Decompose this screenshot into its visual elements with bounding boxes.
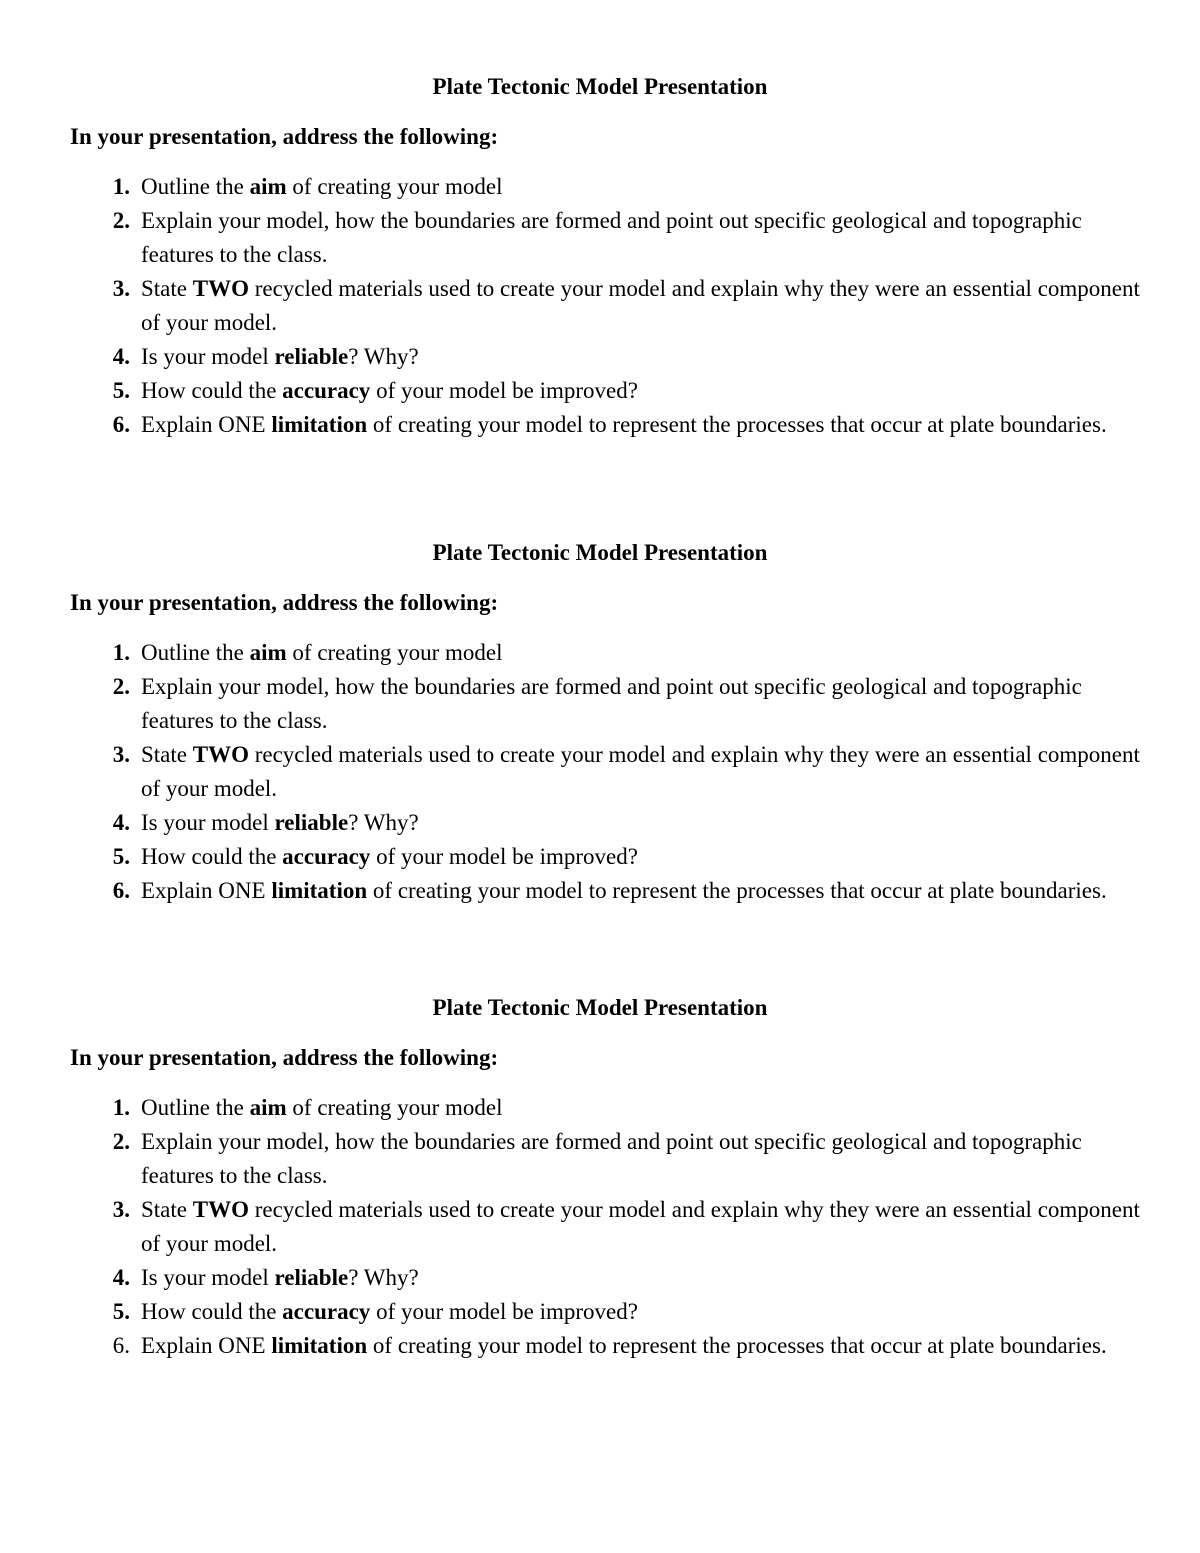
question-text: How could the accuracy of your model be improved? [141, 1299, 638, 1324]
question-text: Explain ONE limitation of creating your model to represent the processes that occur at plate boundaries. [141, 878, 1107, 903]
question-item [70, 636, 1140, 670]
question-text: Explain your model, how the boundaries are formed and point out specific geological and topographic features to the class. [141, 1129, 1082, 1188]
section-title: Plate Tectonic Model Presentation [432, 995, 768, 1020]
question-item [70, 1125, 1140, 1193]
question-number: 3. [112, 742, 130, 767]
question-text: Is your model reliable? Why? [141, 344, 419, 369]
question-number: 5. [112, 378, 130, 403]
question-item [70, 170, 1140, 204]
question-number: 5. [112, 844, 130, 869]
presentation-section-1 [0, 70, 1200, 437]
question-item [70, 840, 1140, 874]
question-item [70, 874, 1140, 908]
section-title: Plate Tectonic Model Presentation [432, 74, 768, 99]
question-number: 2. [112, 674, 130, 699]
question-item [70, 272, 1140, 340]
question-text: How could the accuracy of your model be improved? [141, 378, 638, 403]
question-text: Outline the aim of creating your model [141, 640, 503, 665]
question-number: 6. [112, 1333, 130, 1358]
presentation-section-3 [0, 991, 1200, 1358]
section-title: Plate Tectonic Model Presentation [432, 540, 768, 565]
question-number: 2. [112, 1129, 130, 1154]
question-text: Explain ONE limitation of creating your model to represent the processes that occur at plate boundaries. [141, 412, 1107, 437]
question-item [70, 1329, 1140, 1363]
question-item [70, 1295, 1140, 1329]
question-list [70, 636, 1140, 908]
question-item [70, 738, 1140, 806]
question-number: 1. [112, 174, 130, 199]
question-number: 6. [112, 878, 130, 903]
question-number: 2. [112, 208, 130, 233]
question-list [70, 170, 1140, 442]
question-item [70, 1091, 1140, 1125]
question-item [70, 340, 1140, 374]
question-text: Is your model reliable? Why? [141, 810, 419, 835]
question-text: How could the accuracy of your model be improved? [141, 844, 638, 869]
question-text: Is your model reliable? Why? [141, 1265, 419, 1290]
question-text: State TWO recycled materials used to create your model and explain why they were an essential component of your model. [141, 276, 1140, 335]
question-item [70, 204, 1140, 272]
question-item [70, 374, 1140, 408]
question-text: State TWO recycled materials used to create your model and explain why they were an essential component of your model. [141, 742, 1140, 801]
question-number: 4. [112, 344, 130, 369]
question-text: Outline the aim of creating your model [141, 1095, 503, 1120]
question-text: Explain ONE limitation of creating your model to represent the processes that occur at plate boundaries. [141, 1333, 1107, 1358]
question-number: 1. [112, 1095, 130, 1120]
section-intro: In your presentation, address the following: [70, 124, 499, 149]
question-number: 6. [112, 412, 130, 437]
question-number: 1. [112, 640, 130, 665]
question-text: State TWO recycled materials used to create your model and explain why they were an essential component of your model. [141, 1197, 1140, 1256]
section-intro: In your presentation, address the following: [70, 590, 499, 615]
question-number: 4. [112, 1265, 130, 1290]
question-list [70, 1091, 1140, 1363]
question-item [70, 1261, 1140, 1295]
question-item [70, 1193, 1140, 1261]
question-number: 3. [112, 1197, 130, 1222]
section-intro: In your presentation, address the following: [70, 1045, 499, 1070]
question-item [70, 806, 1140, 840]
question-number: 5. [112, 1299, 130, 1324]
question-text: Explain your model, how the boundaries are formed and point out specific geological and topographic features to the class. [141, 208, 1082, 267]
question-number: 3. [112, 276, 130, 301]
question-text: Outline the aim of creating your model [141, 174, 503, 199]
question-text: Explain your model, how the boundaries are formed and point out specific geological and topographic features to the class. [141, 674, 1082, 733]
question-item [70, 670, 1140, 738]
question-number: 4. [112, 810, 130, 835]
presentation-section-2 [0, 536, 1200, 903]
question-item [70, 408, 1140, 442]
